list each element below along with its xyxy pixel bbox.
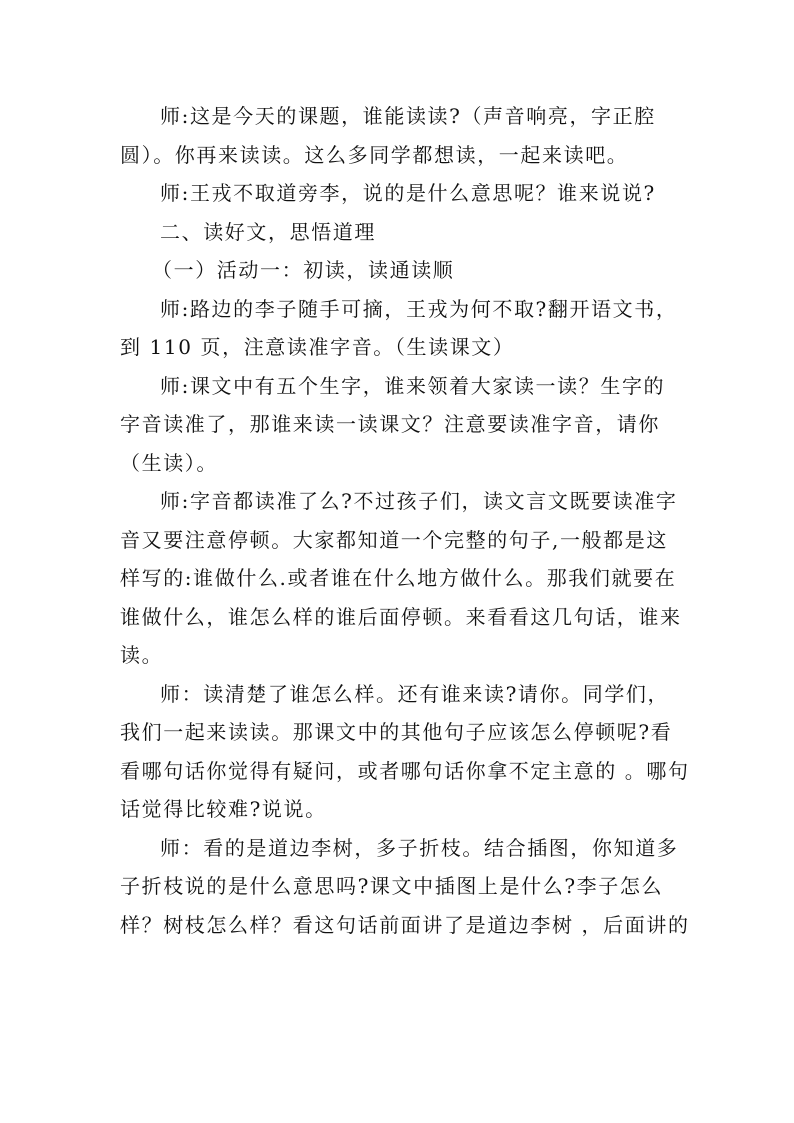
paragraph-1	[120, 97, 680, 174]
paragraph-line: 音又要注意停顿。大家都知道一个完整的句子,一般都是这	[120, 527, 668, 552]
paragraph-line: （一）活动一：初读，读通读顺	[152, 258, 455, 282]
paragraph-3	[120, 290, 680, 367]
paragraph-4	[120, 367, 680, 483]
paragraph-line: 读。	[120, 643, 164, 667]
paragraph-line: 话觉得比较难?说说。	[120, 797, 327, 821]
paragraph-line: 师:课文中有五个生字，谁来领着大家读一读？生字的	[160, 373, 666, 398]
paragraph-line: 到 110 页，注意读准字音。（生读课文）	[120, 335, 515, 359]
paragraph-line: 我们一起来读读。那课文中的其他句子应该怎么停顿呢?看	[120, 720, 673, 744]
paragraph-5	[120, 482, 680, 675]
paragraph-line: 二、读好文，思悟道理	[160, 219, 376, 244]
paragraph-line: 样？树枝怎么样？看这句话前面讲了是道边李树 ，后面讲的	[120, 912, 690, 937]
paragraph-line: 师:字音都读准了么?不过孩子们，读文言文既要读准字	[160, 489, 678, 513]
paragraph-line: 师：读清楚了谁怎么样。还有谁来读?请你。同学们，	[160, 681, 670, 706]
paragraph-line: 字音读准了，那谁来读一读课文？注意要读准字音，请你	[120, 412, 660, 436]
paragraph-line: 师:王戎不取道旁李，说的是什么意思呢？谁来说说?	[160, 181, 656, 205]
paragraph-line: （生读）。	[120, 450, 218, 475]
paragraph-line: 谁做什么，谁怎么样的谁后面停顿。来看看这几句话，谁来	[120, 604, 682, 629]
paragraph-line: 看哪句话你觉得有疑问，或者哪句话你拿不定主意的 。哪句	[120, 758, 690, 783]
paragraph-line: 样写的:谁做什么.或者谁在什么地方做什么。那我们就要在	[120, 566, 677, 590]
paragraph-7	[120, 829, 690, 945]
subsection-heading	[120, 251, 680, 290]
paragraph-line: 师:路边的李子随手可摘，王戎为何不取?翻开语文书，	[160, 296, 678, 321]
paragraph-line: 子折枝说的是什么意思吗?课文中插图上是什么?李子怎么	[120, 874, 664, 898]
document-body	[120, 97, 690, 944]
paragraph-line: 圆）。你再来读读。这么多同学都想读，一起来读吧。	[120, 142, 629, 167]
paragraph-6	[120, 675, 690, 829]
paragraph-line: 师:这是今天的课题，谁能读读?（声音响亮，字正腔	[160, 104, 656, 128]
paragraph-2	[120, 174, 680, 213]
paragraph-line: 师：看的是道边李树，多子折枝。结合插图，你知道多	[160, 835, 679, 860]
section-heading	[120, 213, 680, 252]
